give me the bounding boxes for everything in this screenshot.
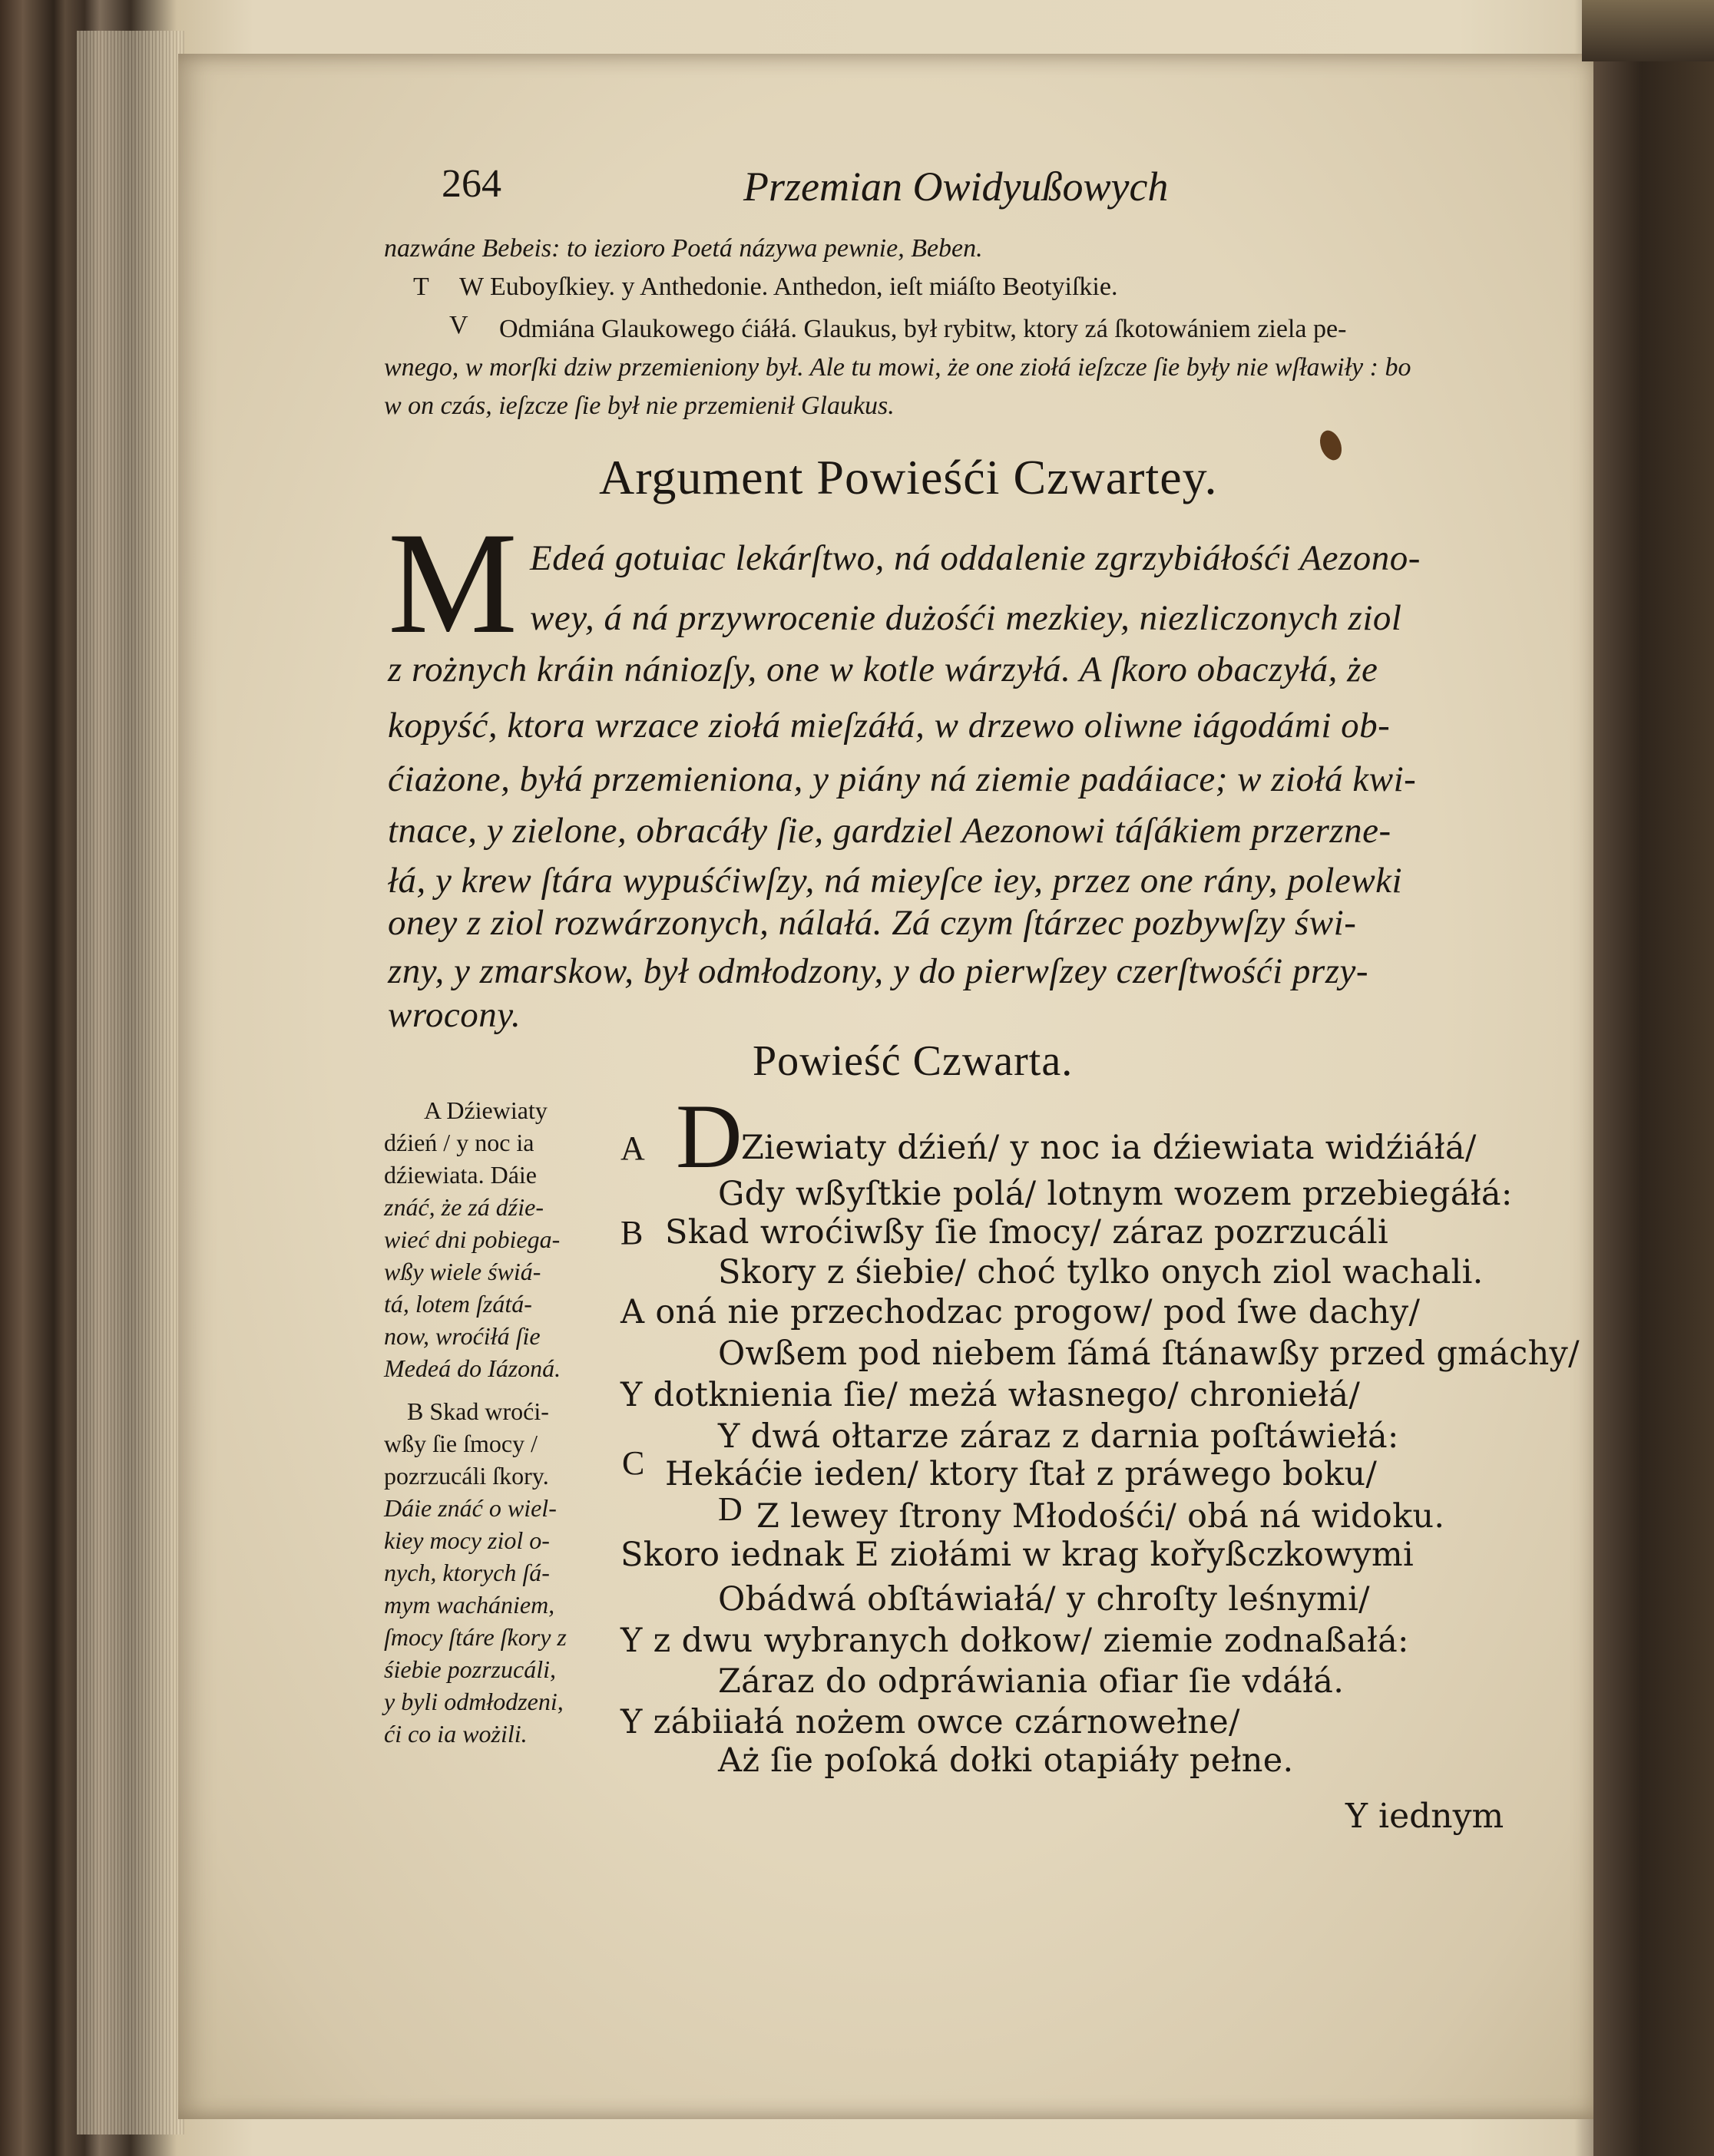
- argument-line: Edeá gotuiac lekárſtwo, ná oddalenie zgrzybiáłośći Aezono-: [530, 538, 1421, 578]
- gloss-a-line: Medeá do Iázoná.: [384, 1354, 561, 1382]
- poem-title: Powieść Czwarta.: [753, 1037, 1074, 1085]
- gloss-a-line: now, wroćiłá ſie: [384, 1322, 541, 1350]
- gloss-b-line: kiey mocy ziol o-: [384, 1526, 550, 1554]
- verse-line: Y zábiiałá nożem owce czárnowełne/: [620, 1703, 1240, 1741]
- argument-line: kopyść, ktora wrzace ziołá mieſzáłá, w drzewo oliwne iágodámi ob-: [388, 706, 1391, 746]
- gloss-a-line: A Dźiewiaty: [424, 1096, 548, 1124]
- verse-line: Z lewey ſtrony Młodośći/ obá ná widoku.: [756, 1497, 1445, 1536]
- gloss-a-line: dźiewiata. Dáie: [384, 1161, 537, 1189]
- verse-line: Skory z śiebie/ choć tylko onych ziol wachali.: [718, 1253, 1484, 1291]
- gloss-b-line: ſmocy ſtáre ſkory z: [384, 1623, 567, 1651]
- verse-mark: B: [620, 1214, 644, 1252]
- gloss-a-line: znáć, że zá dźie-: [384, 1193, 544, 1221]
- verse-mark: A: [620, 1129, 645, 1167]
- argument-line: łá, y krew ſtára wypuśćiwſzy, ná mieyſce iey, przez one rány, polewki: [388, 861, 1403, 901]
- verse-mark: D: [718, 1490, 743, 1528]
- verse-line: Skad wroćiwßy ſie ſmocy/ záraz pozrzucáli: [665, 1213, 1389, 1252]
- verse-line: Y dotknienia ſie/ meżá własnego/ chroniełá/: [620, 1376, 1361, 1414]
- verse-line: Záraz do odpráwiania ofiar ſie vdáłá.: [718, 1662, 1345, 1701]
- note-line-5: w on czás, ieſzcze ſie był nie przemienił Glaukus.: [384, 392, 895, 420]
- gloss-b-line: śiebie pozrzucáli,: [384, 1655, 556, 1683]
- verse-line: Obádwá obſtáwiałá/ y chroſty leśnymi/: [718, 1580, 1370, 1619]
- gloss-a-line: dźień / y noc ia: [384, 1129, 534, 1156]
- note-line-1: nazwáne Bebeis: to iezioro Poetá názywa pewnie, Beben.: [384, 234, 983, 263]
- verse-line: Aż ſie poſoká dołki otapiáły pełne.: [718, 1741, 1294, 1780]
- gloss-b-line: nych, ktorych ſá-: [384, 1559, 550, 1586]
- verse-line: Skoro iednak E ziołámi w krag kořyßczkowymi: [620, 1536, 1415, 1574]
- argument-dropcap: M: [388, 503, 518, 664]
- argument-line: wrocony.: [388, 995, 521, 1035]
- binding-corner: [1582, 0, 1714, 61]
- verse-line: Y dwá ołtarze záraz z darnia poſtáwiełá:: [718, 1417, 1399, 1456]
- gloss-a-line: wieć dni pobiega-: [384, 1225, 561, 1253]
- argument-line: zny, y zmarskow, był odmłodzony, y do pierwſzey czerſtwośći przy-: [388, 951, 1368, 991]
- gloss-b-line: y byli odmłodzeni,: [384, 1688, 564, 1715]
- gutter-shadow: [1593, 0, 1714, 2156]
- poem-dropcap: D: [676, 1085, 743, 1187]
- argument-title: Argument Powieśći Czwartey.: [599, 450, 1218, 504]
- gloss-b-line: ći co ia wożili.: [384, 1720, 528, 1748]
- gloss-b-line: mym wachániem,: [384, 1591, 555, 1619]
- running-head: Przemian Owidyußowych: [743, 164, 1169, 210]
- argument-line: oney z ziol rozwárzonych, nálałá. Zá czym ſtárzec pozbywſzy świ-: [388, 903, 1357, 943]
- argument-line: ćiażone, byłá przemieniona, y piány ná ziemie padáiace; w ziołá kwi-: [388, 759, 1417, 799]
- gloss-b-line: B Skad wroći-: [407, 1397, 549, 1425]
- gloss-a-line: tá, lotem ſzátá-: [384, 1290, 532, 1318]
- argument-line: tnace, y zielone, obracáły ſie, gardziel Aezonowi táſákiem przerzne-: [388, 811, 1391, 851]
- argument-line: wey, á ná przywrocenie dużośći mezkiey, niezliczonych ziol: [530, 598, 1402, 638]
- gloss-a-line: wßy wiele świá-: [384, 1258, 541, 1285]
- verse-line: A oná nie przechodzac progow/ pod ſwe dachy/: [620, 1293, 1421, 1331]
- verse-line: Y z dwu wybranych dołkow/ ziemie zodnaßałá:: [620, 1622, 1409, 1660]
- verse-mark: C: [622, 1444, 645, 1482]
- verse-line: Owßem pod niebem ſámá ſtánawßy przed gmáchy/: [718, 1334, 1580, 1373]
- verse-line: Hekáćie ieden/ ktory ſtał z práwego boku/: [665, 1455, 1378, 1493]
- note-line-3: Odmiána Glaukowego ćiáłá. Glaukus, był rybitw, ktory zá ſkotowániem ziela pe-: [499, 315, 1347, 343]
- page-stack-edge: [77, 31, 184, 2135]
- catchword: Y iednym: [1345, 1797, 1504, 1836]
- page-number: 264: [442, 162, 501, 206]
- argument-line: z rożnych kráin nániozſy, one w kotle wárzyłá. A ſkoro obaczyłá, że: [388, 650, 1378, 689]
- gloss-b-line: pozrzucáli ſkory.: [384, 1462, 549, 1490]
- note-mark-t: T: [413, 273, 429, 301]
- verse-line: Gdy wßyſtkie polá/ lotnym wozem przebiegáłá:: [718, 1175, 1513, 1213]
- note-mark-v: V: [449, 311, 468, 339]
- note-line-2: W Euboyſkiey. y Anthedonie. Anthedon, ieſt miáſto Beotyiſkie.: [459, 273, 1118, 301]
- gloss-b-line: wßy ſie ſmocy /: [384, 1430, 538, 1457]
- gloss-b-line: Dáie znáć o wiel-: [384, 1494, 557, 1522]
- verse-line: Ziewiaty dźień/ y noc ia dźiewiata widźiáłá/: [741, 1129, 1477, 1167]
- note-line-4: wnego, w morſki dziw przemieniony był. Ale tu mowi, że one ziołá ieſzcze ſie były nie wſławiły : bo: [384, 353, 1411, 382]
